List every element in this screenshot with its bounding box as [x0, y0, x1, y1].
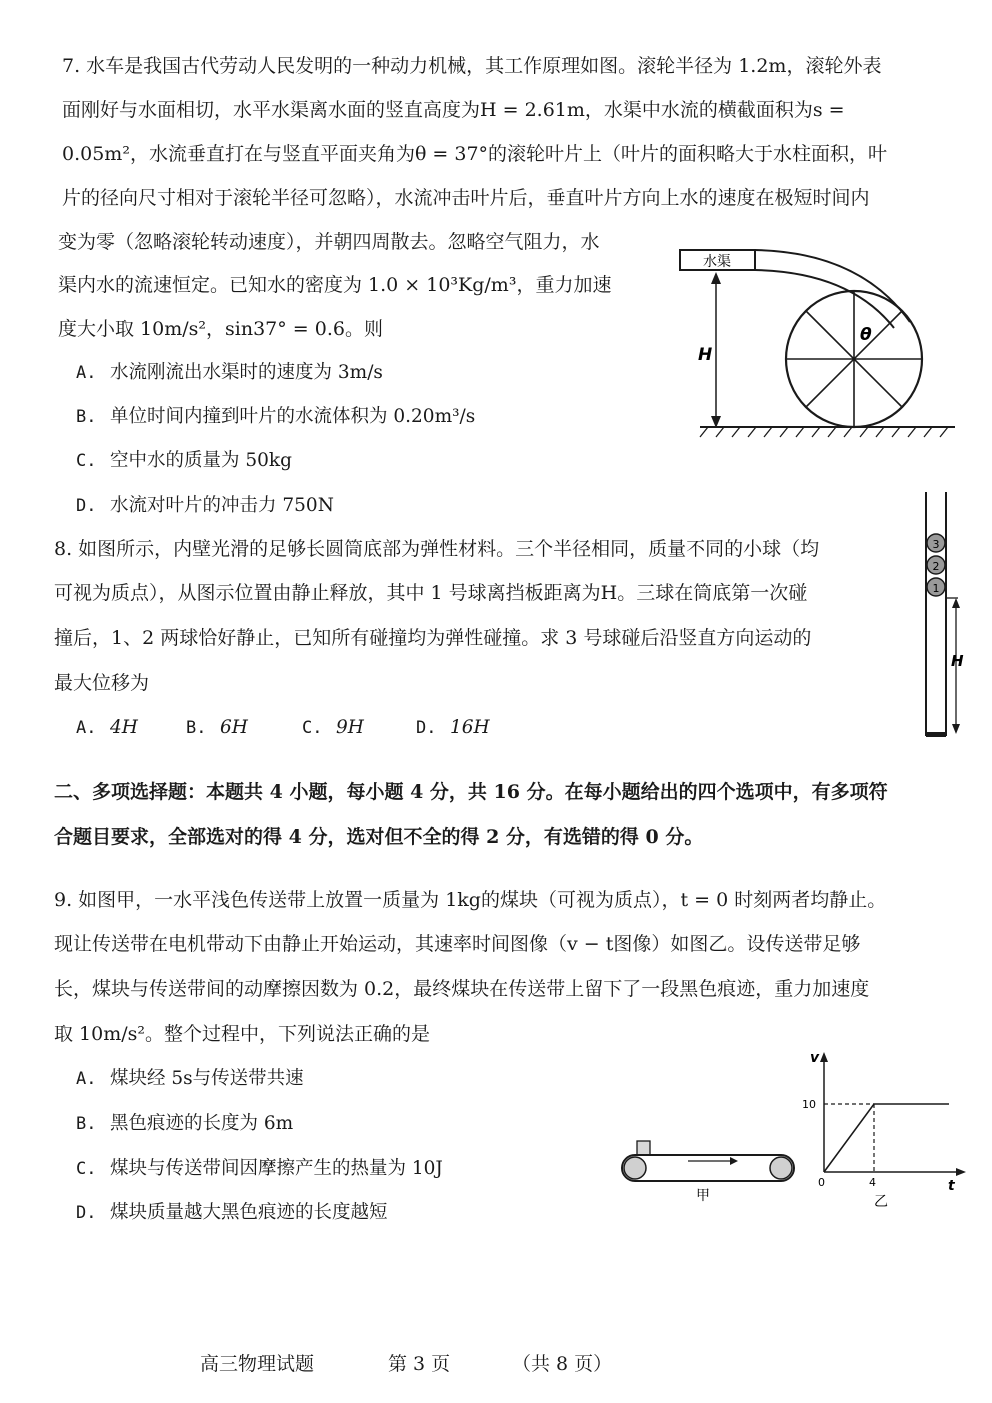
section2-line-1: 二、多项选择题：本题共 4 小题，每小题 4 分，共 16 分。在每小题给出的四个选项中，有多项符 — [54, 781, 888, 803]
water-wheel-figure — [670, 238, 970, 443]
origin-label: 0 — [818, 1176, 825, 1189]
q8-option-c — [302, 716, 364, 740]
q9-line-4: 取 10m/s²。整个过程中，下列说法正确的是 — [54, 1023, 431, 1045]
option-text: 煤块与传送带间因摩擦产生的热量为 10J — [110, 1158, 443, 1179]
option-letter: A. — [76, 363, 97, 383]
option-letter: B. — [76, 1114, 97, 1134]
option-letter: D. — [76, 496, 97, 516]
ground-hatching — [700, 427, 948, 437]
ball-1-label: 1 — [932, 582, 940, 595]
option-text: 煤块经 5s与传送带共速 — [110, 1068, 304, 1089]
option-text: 煤块质量越大黑色痕迹的长度越短 — [110, 1202, 388, 1223]
vt-chart — [796, 1046, 972, 1216]
arrow-head-up — [952, 598, 960, 608]
water-stream-lower — [755, 270, 894, 328]
option-text: 水流对叶片的冲击力 750N — [110, 495, 334, 516]
q8-line-4: 最大位移为 — [54, 672, 150, 694]
q7-option-c — [76, 449, 292, 473]
option-text: 单位时间内撞到叶片的水流体积为 0.20m³/s — [110, 406, 476, 427]
q8-line-2: 可视为质点），从图示位置由静止释放，其中 1 号球离挡板距离为H。三球在筒底第一次碰 — [54, 582, 808, 604]
y-tick-label: 10 — [802, 1098, 816, 1111]
option-letter: A. — [76, 1069, 97, 1089]
section2-line-2: 合题目要求，全部选对的得 4 分，选对但不全的得 2 分，有选错的得 0 分。 — [54, 826, 704, 848]
option-text: 16H — [450, 717, 490, 738]
option-text: 4H — [110, 717, 138, 738]
arrow-head-down — [952, 724, 960, 734]
figure-jia-label: 甲 — [696, 1188, 710, 1204]
angle-label: θ — [860, 325, 872, 345]
right-roller — [770, 1157, 792, 1179]
q9-option-a — [76, 1067, 304, 1091]
option-text: 9H — [336, 717, 364, 738]
q8-option-d — [416, 716, 490, 740]
y-axis-arrow — [820, 1052, 828, 1062]
left-roller — [624, 1157, 646, 1179]
q9-option-d — [76, 1201, 388, 1225]
option-letter: A. — [76, 718, 97, 738]
q7-line-5: 变为零（忽略滚轮转动速度），并朝四周散去。忽略空气阻力，水 — [58, 231, 600, 253]
footer-total: （共 8 页） — [512, 1353, 613, 1375]
option-letter: B. — [186, 718, 207, 738]
q8-option-b — [186, 716, 248, 740]
q9-line-2: 现让传送带在电机带动下由静止开始运动，其速率时间图像（v − t图像）如图乙。设传送带足够 — [54, 933, 861, 955]
footer-title: 高三物理试题 — [200, 1353, 315, 1375]
option-text: 6H — [220, 717, 248, 738]
height-label: H — [698, 345, 713, 365]
q9-line-1: 9. 如图甲，一水平浅色传送带上放置一质量为 1kg的煤块（可视为质点），t = 0 时刻两者均静止。 — [54, 889, 887, 911]
height-label: H — [951, 652, 964, 670]
option-letter: D. — [76, 1203, 97, 1223]
arrow-head-up — [711, 272, 721, 284]
channel-label: 水渠 — [703, 254, 731, 270]
option-letter: C. — [76, 1159, 97, 1179]
tube-figure — [910, 488, 970, 740]
option-letter: D. — [416, 718, 437, 738]
q7-line-2: 面刚好与水面相切，水平水渠离水面的竖直高度为H = 2.61m，水渠中水流的横截面积为s = — [62, 99, 845, 121]
option-letter: C. — [302, 718, 323, 738]
q7-option-b — [76, 405, 475, 429]
q9-option-c — [76, 1157, 443, 1181]
q7-line-3: 0.05m²，水流垂直打在与竖直平面夹角为θ = 37°的滚轮叶片上（叶片的面积略大于水柱面积，叶 — [62, 143, 888, 165]
q7-line-7: 度大小取 10m/s²，sin37° = 0.6。则 — [58, 318, 383, 340]
footer-page: 第 3 页 — [388, 1353, 451, 1375]
belt — [622, 1155, 794, 1181]
q8-line-3: 撞后，1、2 两球恰好静止，已知所有碰撞均为弹性碰撞。求 3 号球碰后沿竖直方向运动的 — [54, 627, 812, 649]
conveyor-figure — [616, 1136, 802, 1208]
q9-line-3: 长，煤块与传送带间的动摩擦因数为 0.2，最终煤块在传送带上留下了一段黑色痕迹，重力加速度 — [54, 978, 870, 1000]
option-letter: C. — [76, 451, 97, 471]
tube-bottom — [926, 732, 946, 737]
x-tick-label: 4 — [869, 1176, 876, 1189]
q7-option-a — [76, 361, 383, 385]
ball-3-label: 3 — [932, 538, 940, 551]
ball-2-label: 2 — [932, 560, 940, 573]
option-text: 空中水的质量为 50kg — [110, 450, 292, 471]
q8-option-a — [76, 716, 138, 740]
water-stream — [755, 250, 910, 322]
q7-line-1: 7. 水车是我国古代劳动人民发明的一种动力机械，其工作原理如图。滚轮半径为 1.2m，滚轮外表 — [62, 55, 882, 77]
option-text: 水流刚流出水渠时的速度为 3m/s — [110, 362, 383, 383]
q7-line-4: 片的径向尺寸相对于滚轮半径可忽略），水流冲击叶片后，垂直叶片方向上水的速度在极短时间内 — [62, 187, 870, 209]
q8-line-1: 8. 如图所示，内壁光滑的足够长圆筒底部为弹性材料。三个半径相同，质量不同的小球（均 — [54, 538, 820, 560]
coal-block — [637, 1141, 650, 1155]
q9-option-b — [76, 1112, 293, 1136]
series-line — [824, 1104, 949, 1172]
y-axis-label: v — [810, 1050, 820, 1066]
figure-yi-label: 乙 — [874, 1194, 888, 1210]
q7-line-6: 渠内水的流速恒定。已知水的密度为 1.0 × 10³Kg/m³，重力加速 — [58, 274, 612, 296]
option-text: 黑色痕迹的长度为 6m — [110, 1113, 294, 1134]
x-axis-arrow — [956, 1168, 966, 1176]
q7-option-d — [76, 494, 334, 518]
x-axis-label: t — [948, 1178, 955, 1194]
option-letter: B. — [76, 407, 97, 427]
